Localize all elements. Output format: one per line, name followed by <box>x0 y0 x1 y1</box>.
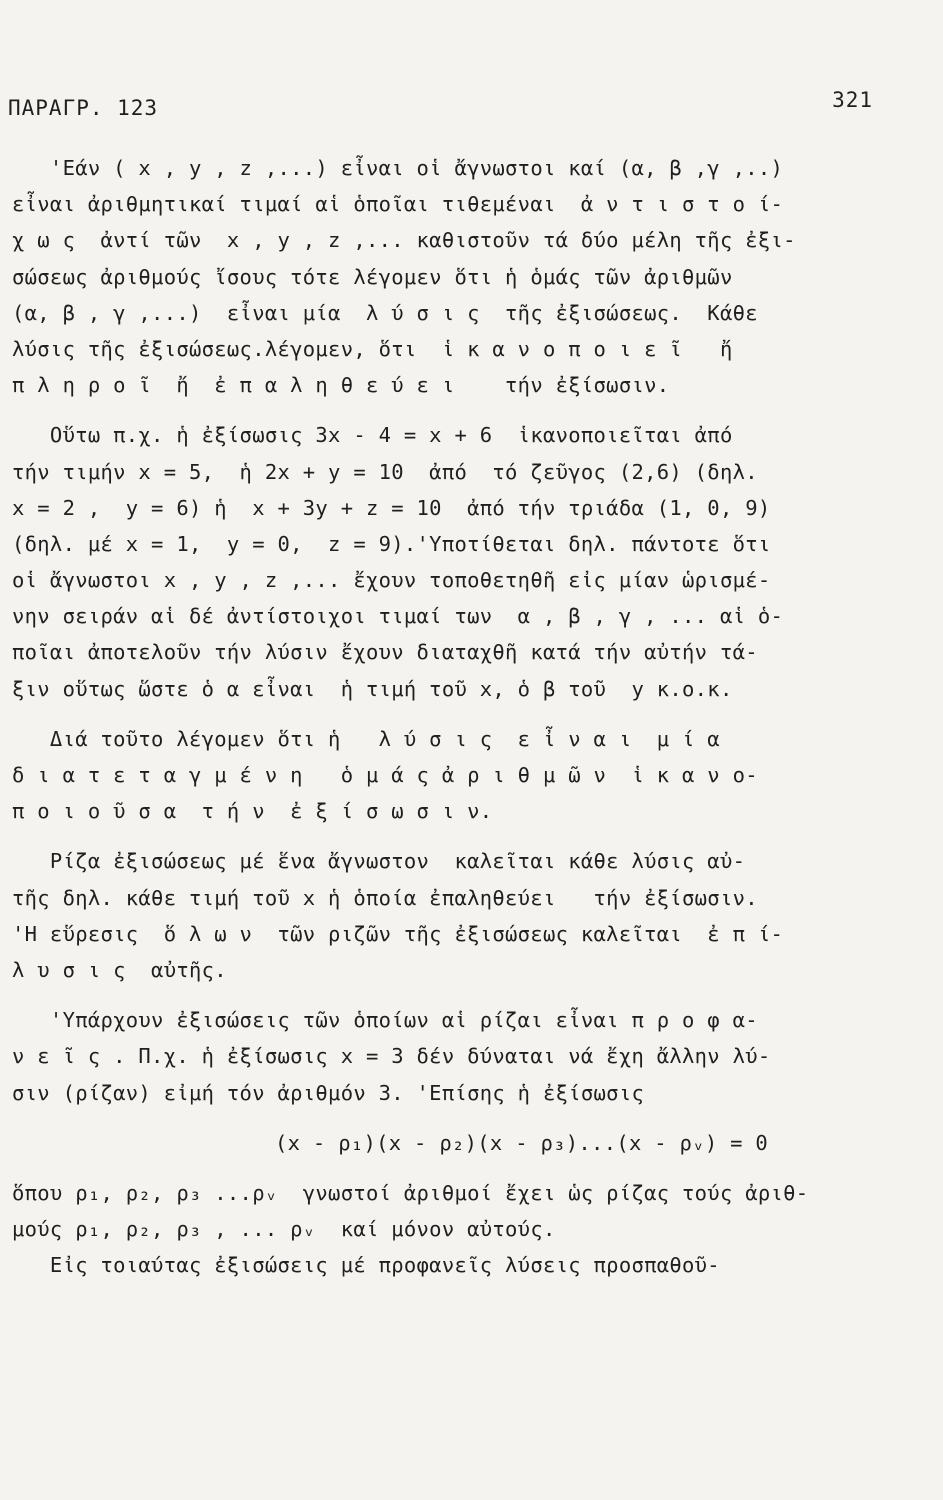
text-line: δ ι α τ ε τ α γ μ έ ν η ὁ μ ά ς ἀ ρ ι θ μ ῶ ν ἱ κ α ν ο- <box>12 763 758 787</box>
text-line: Διά τοῦτο λέγομεν ὅτι ἡ λ ύ σ ι ς ε ἶ ν α ι μ ί α <box>12 726 720 751</box>
text-line: λ υ σ ι ς αὐτῆς. <box>12 957 227 982</box>
text-line: τήν τιμήν x = 5, ἡ 2x + y = 10 ἀπό τό ζεῦγος (2,6) (δηλ. <box>12 459 758 484</box>
page-number: 321 <box>832 88 873 112</box>
text-line: ν ε ῖ ς . Π.χ. ἡ ἐξίσωσις x = 3 δέν δύναται νά ἔχη ἄλλην λύ- <box>12 1044 771 1069</box>
page-header <box>8 88 873 128</box>
text-line: λύσις τῆς ἐξισώσεως.λέγομεν, ὅτι ἱ κ α ν ο π ο ι ε ῖ ἤ <box>12 336 733 361</box>
text-line: (α, β , γ ,...) εἶναι μία λ ύ σ ι ς τῆς ἐξισώσεως. Κάθε <box>12 300 758 325</box>
text-line: 'Η εὕρεσις ὅ λ ω ν τῶν ριζῶν τῆς ἐξισώσεως καλεῖται ἐ π ί- <box>12 921 784 946</box>
paragraph <box>12 150 872 403</box>
body-text <box>12 150 872 1283</box>
text-line: οἱ ἄγνωστοι x , y , z ,... ἔχουν τοποθετηθῆ εἰς μίαν ὡρισμέ- <box>12 568 771 593</box>
text-line: π ο ι ο ῦ σ α τ ή ν ἐ ξ ί σ ω σ ι ν. <box>12 799 493 824</box>
text-line: ποῖαι ἀποτελοῦν τήν λύσιν ἔχουν διαταχθῆ κατά τήν αὐτήν τά- <box>12 640 758 665</box>
text-line: σιν (ρίζαν) εἰμή τόν ἀριθμόν 3. 'Επίσης ἡ ἐξίσωσις <box>12 1080 645 1105</box>
text-line: σώσεως ἀριθμούς ἴσους τότε λέγομεν ὅτι ἡ ὁμάς τῶν ἀριθμῶν <box>12 264 733 289</box>
text-line: 'Υπάρχουν ἐξισώσεις τῶν ὁποίων αἱ ρίζαι εἶναι π ρ ο φ α- <box>12 1008 758 1033</box>
paragraph <box>12 1175 872 1284</box>
text-line: εἶναι ἀριθμητικαί τιμαί αἱ ὁποῖαι τιθεμέναι ἀ ν τ ι σ τ ο ί- <box>12 192 784 217</box>
running-head: ΠΑΡΑΓΡ. 123 <box>8 96 159 120</box>
paragraph <box>12 721 872 830</box>
paragraph <box>12 417 872 707</box>
text-line: τῆς δηλ. κάθε τιμή τοῦ x ἡ ὁποία ἐπαληθεύει τήν ἐξίσωσιν. <box>12 885 758 910</box>
text-line: x = 2 , y = 6) ἡ x + 3y + z = 10 ἀπό τήν τριάδα (1, 0, 9) <box>12 495 771 520</box>
text-line: π λ η ρ ο ῖ ἤ ἐ π α λ η θ ε ύ ε ι τήν ἐξίσωσιν. <box>12 373 670 398</box>
text-line: Οὕτω π.χ. ἡ ἐξίσωσις 3x - 4 = x + 6 ἱκανοποιεῖται ἀπό <box>12 423 733 448</box>
text-line: (δηλ. μέ x = 1, y = 0, z = 9).'Υποτίθεται δηλ. πάντοτε ὅτι <box>12 531 771 556</box>
text-line: μούς ρ₁, ρ₂, ρ₃ , ... ρᵥ καί μόνον αὐτούς. <box>12 1217 556 1242</box>
paragraph <box>12 1002 872 1111</box>
text-line: 'Εάν ( x , y , z ,...) εἶναι οἱ ἄγνωστοι καί (α, β ,γ ,..) <box>12 156 784 180</box>
text-line: νην σειράν αἱ δέ ἀντίστοιχοι τιμαί των α , β , γ , ... αἱ ὁ- <box>12 604 784 629</box>
paragraph <box>12 843 872 988</box>
text-line: χ ω ς ἀντί τῶν x , y , z ,... καθιστοῦν τά δύο μέλη τῆς ἐξι- <box>12 228 796 253</box>
text-line: ὅπου ρ₁, ρ₂, ρ₃ ...ρᵥ γνωστοί ἀριθμοί ἔχει ὡς ρίζας τούς ἀριθ- <box>12 1180 809 1205</box>
display-equation: (x - ρ₁)(x - ρ₂)(x - ρ₃)...(x - ρᵥ) = 0 <box>275 1130 769 1155</box>
text-line: Εἰς τοιαύτας ἐξισώσεις μέ προφανεῖς λύσεις προσπαθοῦ- <box>12 1253 720 1278</box>
text-line: ξιν οὕτως ὥστε ὁ α εἶναι ἡ τιμή τοῦ x, ὁ β τοῦ y κ.ο.κ. <box>12 676 733 701</box>
text-line: Ρίζα ἐξισώσεως μέ ἕνα ἄγνωστον καλεῖται κάθε λύσις αὐ- <box>12 849 746 874</box>
